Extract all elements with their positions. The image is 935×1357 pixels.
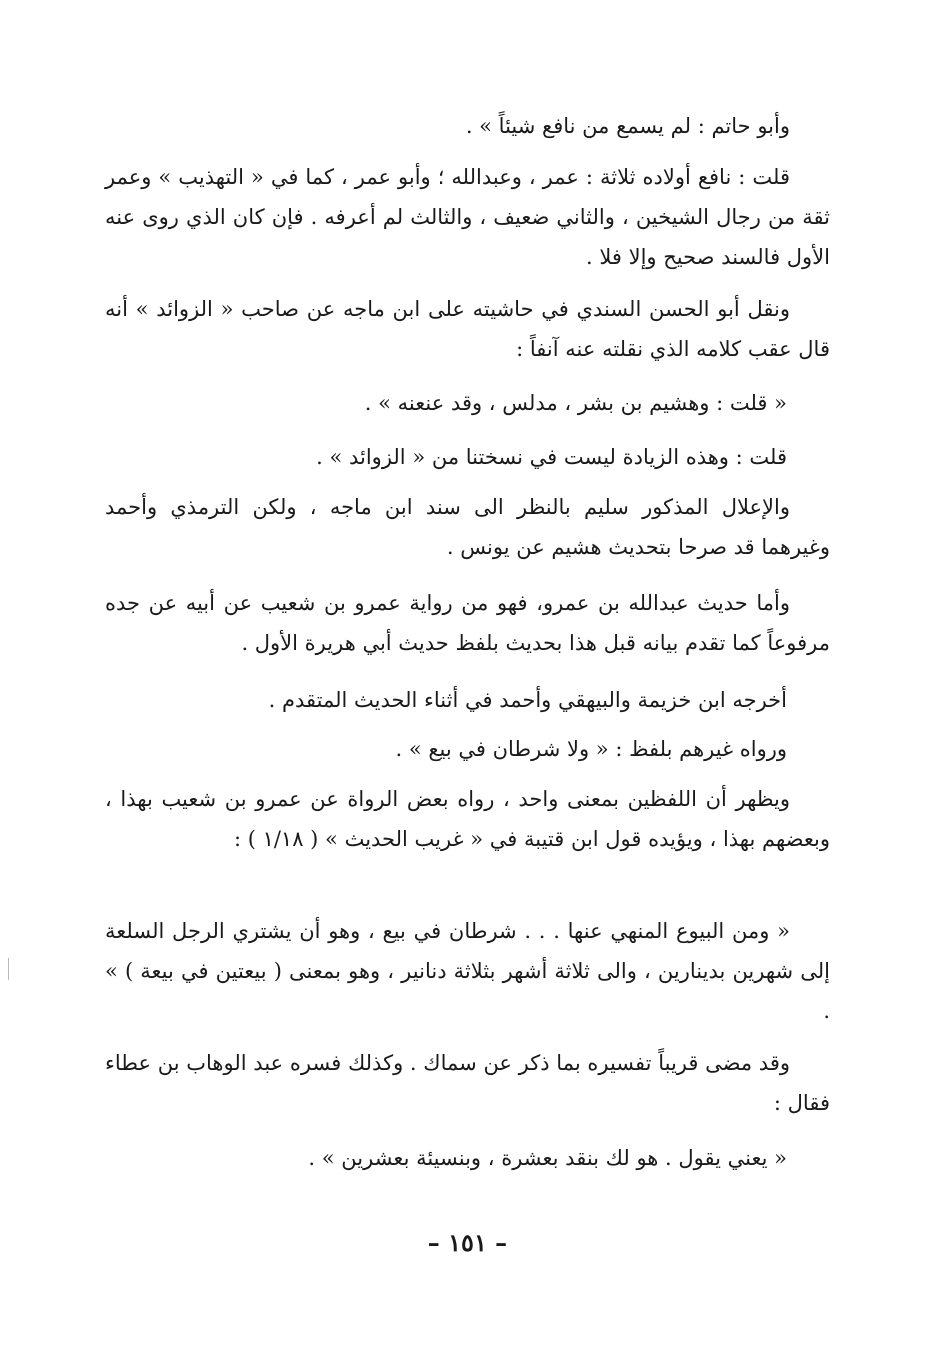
paragraph-same-meaning: ويظهر أن اللفظين بمعنى واحد ، رواه بعض الرواة عن عمرو بن شعيب بهذا ، وبعضهم بهذا ، ويؤيده قول ابن قتيبة في « غريب الحديث » ( ١/١٨ ) : (105, 787, 830, 851)
quote-cash-credit: « يعني يقول . هو لك بنقد بعشرة ، وبنسيئة بعشرين » . (308, 1146, 787, 1170)
page-number: – ١٥١ – (427, 1228, 508, 1257)
paragraph-sindi-note: ونقل أبو الحسن السندي في حاشيته على ابن ماجه عن صاحب « الزوائد » أنه قال عقب كلامه الذي نقلته عنه آنفاً : (105, 297, 830, 361)
paragraph-simak-explanation: وقد مضى قريباً تفسيره بما ذكر عن سماك . وكذلك فسره عبد الوهاب بن عطاء فقال : (105, 1051, 830, 1115)
paragraph-ibn-khuzaymah: أخرجه ابن خزيمة والبيهقي وأحمد في أثناء الحديث المتقدم . (268, 688, 787, 712)
quote-ibn-qutaybah: « ومن البيوع المنهي عنها . . . شرطان في بيع ، وهو أن يشتري الرجل السلعة إلى شهرين بدينارين ، والى ثلاثة أشهر بثلاثة دنانير ، وهو بمعنى ( بيعتين في بيعة ) » . (105, 919, 830, 1023)
paragraph-nafi-children: قلت : نافع أولاده ثلاثة : عمر ، وعبدالله ؛ وأبو عمر ، كما في « التهذيب » وعمر ثقة من رجال الشيخين ، والثاني ضعيف ، والثالث لم أعرفه . فإن كان الذي روى عنه الأول فالسند صحيح وإلا فلا . (105, 165, 830, 269)
paragraph-abu-hatim: وأبو حاتم : لم يسمع من نافع شيئاً » . (465, 114, 790, 138)
paragraph-ilal: والإعلال المذكور سليم بالنظر الى سند ابن ماجه ، ولكن الترمذي وأحمد وغيرهما قد صرحا بتحديث هشيم عن يونس . (105, 495, 830, 559)
quote-hushaym: « قلت : وهشيم بن بشر ، مدلس ، وقد عنعنه » . (364, 391, 787, 415)
paragraph-abdullah-hadith: وأما حديث عبدالله بن عمرو، فهو من رواية عمرو بن شعيب عن أبيه عن جده مرفوعاً كما تقدم بيانه قبل هذا بحديث بلفظ حديث أبي هريرة الأول . (105, 591, 830, 655)
paragraph-two-conditions: ورواه غيرهم بلفظ : « ولا شرطان في بيع » . (395, 737, 787, 761)
margin-mark (8, 958, 9, 980)
paragraph-zawaid-addition: قلت : وهذه الزيادة ليست في نسختنا من « الزوائد » . (316, 445, 787, 469)
